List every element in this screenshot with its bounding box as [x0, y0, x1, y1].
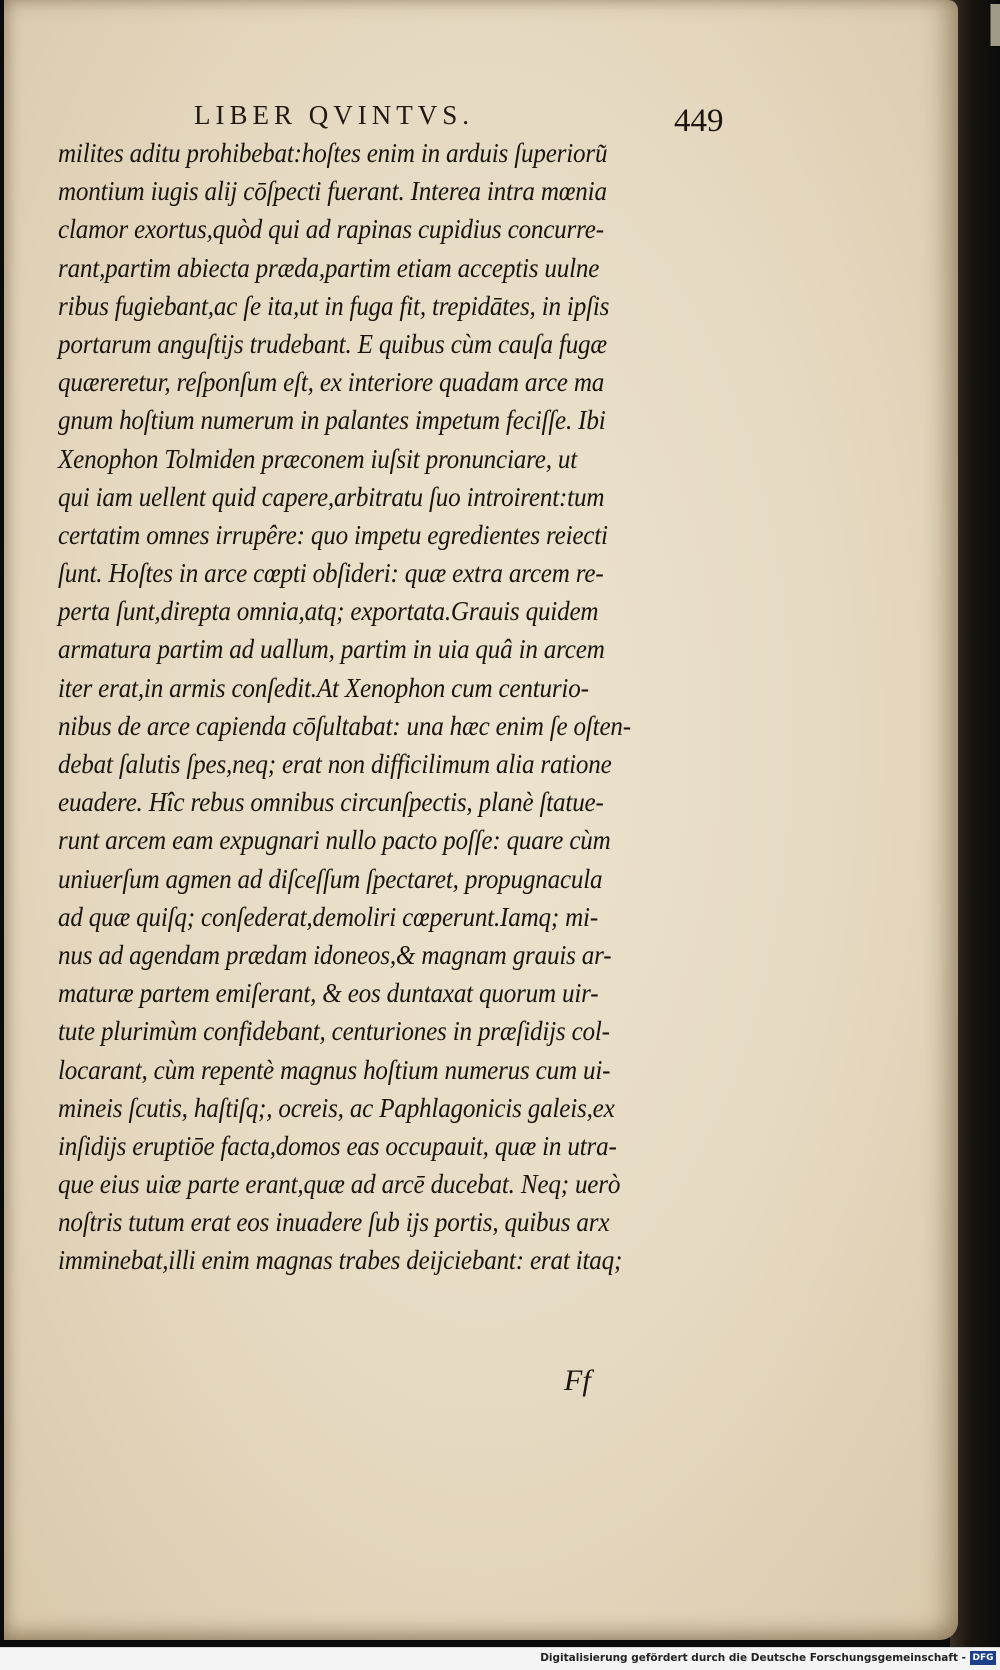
text-line: montium iugis alij cōſpecti fuerant. Interea intra mœnia — [58, 176, 607, 207]
running-head: LIBER QVINTVS. — [194, 100, 474, 130]
text-line: maturæ partem emiſerant, & eos duntaxat quorum uir- — [58, 978, 599, 1009]
text-line: euadere. Hîc rebus omnibus circunſpectis, planè ſtatue- — [58, 787, 604, 818]
text-line: ſunt. Hoſtes in arce cœpti obſideri: quæ extra arcem re- — [58, 558, 604, 589]
text-line: armatura partim ad uallum, partim in uia quâ in arcem — [58, 634, 605, 665]
text-line: imminebat,illi enim magnas trabes deijciebant: erat itaq; — [58, 1245, 623, 1276]
text-line: Xenophon Tolmiden præconem iuſsit pronunciare, ut — [58, 443, 578, 474]
text-line: tute plurimùm confidebant, centuriones in præſidijs col- — [58, 1016, 610, 1047]
text-line: runt arcem eam expugnari nullo pacto poſſe: quare cùm — [58, 825, 611, 856]
catchword: Ff — [564, 1364, 591, 1397]
footer-bar — [0, 1647, 1000, 1670]
body-text — [58, 134, 758, 1280]
text-line: nibus de arce capienda cōſultabat: una hæc enim ſe oſten- — [58, 710, 631, 741]
text-line: mineis ſcutis, haſtiſq;, ocreis, ac Paphlagonicis galeis,ex — [58, 1092, 615, 1123]
text-line: que eius uiæ parte erant,quæ ad arcē ducebat. Neq; uerò — [58, 1169, 621, 1200]
text-line: quæreretur, reſponſum eſt, ex interiore quadam arce ma — [58, 367, 605, 398]
funding-credit: Digitalisierung gefördert durch die Deutsche Forschungsgemeinschaft - — [540, 1652, 966, 1664]
text-line: locarant, cùm repentè magnus hoſtium numerus cum ui- — [58, 1054, 611, 1085]
text-line: ad quæ quiſq; conſederat,demoliri cœperunt.Iamq; mi- — [58, 901, 599, 932]
dfg-logo: DFG — [970, 1651, 996, 1665]
text-line: perta ſunt,direpta omnia,atq; exportata.Grauis quidem — [58, 596, 599, 627]
text-line: qui iam uellent quid capere,arbitratu ſuo introirent:tum — [58, 481, 605, 512]
text-line: gnum hoſtium numerum in palantes impetum feciſſe. Ibi — [58, 405, 606, 436]
text-line: iter erat,in armis conſedit.At Xenophon cum centurio- — [58, 672, 589, 703]
text-line: noſtris tutum erat eos inuadere ſub ijs portis, quibus arx — [58, 1207, 610, 1238]
text-line: certatim omnes irrupêre: quo impetu egredientes reiecti — [58, 519, 608, 550]
text-line: rant,partim abiecta præda,partim etiam acceptis uulne — [58, 252, 600, 283]
text-line: portarum anguſtijs trudebant. E quibus cùm cauſa fugæ — [58, 328, 607, 359]
text-line: uniuerſum agmen ad diſceſſum ſpectaret, propugnacula — [58, 863, 603, 894]
text-line: inſidijs eruptiōe facta,domos eas occupauit, quæ in utra- — [58, 1130, 617, 1161]
book-page — [4, 0, 958, 1640]
text-line: clamor exortus,quòd qui ad rapinas cupidius concurre- — [58, 214, 604, 245]
page-number: 449 — [674, 103, 724, 139]
text-line: debat ſalutis ſpes,neq; erat non difficilimum alia ratione — [58, 749, 612, 779]
text-line: ribus fugiebant,ac ſe ita,ut in fuga fit, trepidātes, in ipſis — [58, 290, 610, 321]
text-line: milites aditu prohibebat:hoſtes enim in arduis ſuperioru͂ — [58, 138, 608, 168]
text-line: nus ad agendam prædam idoneos,& magnam grauis ar- — [58, 939, 612, 970]
edge-tab — [990, 4, 1000, 46]
